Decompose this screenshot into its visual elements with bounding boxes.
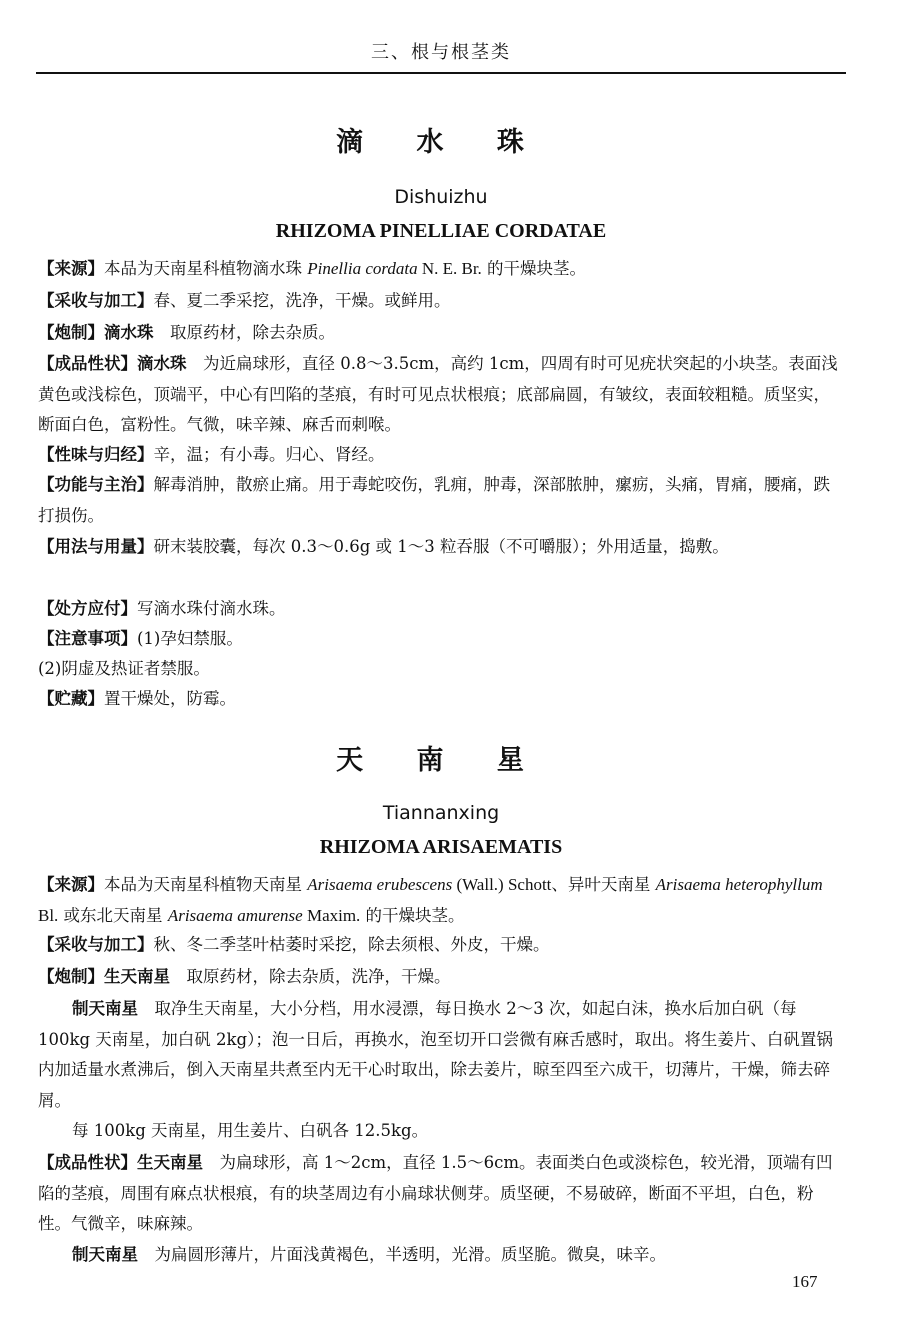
species-name: Arisaema erubescens <box>307 875 453 894</box>
entry1-storage: 【贮藏】置干燥处，防霉。 <box>38 689 236 708</box>
label-characteristics: 【成品性状】 <box>38 354 137 373</box>
page-number: 167 <box>792 1272 818 1291</box>
label-usage: 【用法与用量】 <box>38 537 154 556</box>
entry1-caution-2: (2)阴虚及热证者禁服。 <box>38 659 210 678</box>
species-name: Arisaema heterophyllum <box>655 875 823 894</box>
entry1-function: 【功能与主治】解毒消肿，散瘀止痛。用于毒蛇咬伤，乳痈，肿毒，深部脓肿，瘰疬，头痛，胃痛，腰痛，跌打损伤。 <box>38 475 830 525</box>
header-rule <box>36 72 846 74</box>
entry1-latin-name: RHIZOMA PINELLIAE CORDATAE <box>275 220 607 242</box>
entry1-harvest: 【采收与加工】春、夏二季采挖，洗净，干燥。或鲜用。 <box>38 291 451 310</box>
label-nature: 【性味与归经】 <box>38 445 154 464</box>
label-source: 【来源】 <box>38 259 104 278</box>
entry1-title: 滴 水 珠 <box>336 127 546 158</box>
entry1-caution: 【注意事项】(1)孕妇禁服。 <box>38 629 243 648</box>
entry1-process: 【炮制】滴水珠 取原药材，除去杂质。 <box>38 323 335 342</box>
label-caution: 【注意事项】 <box>38 629 137 648</box>
label-characteristics: 【成品性状】 <box>38 1153 137 1172</box>
label-function: 【功能与主治】 <box>38 475 154 494</box>
entry1-source: 【来源】本品为天南星科植物滴水珠 Pinellia cordata N. E. Br. 的干燥块茎。 <box>38 259 587 278</box>
species-name: Pinellia cordata <box>307 259 418 278</box>
entry2-processed: 制天南星 取净生天南星，大小分档，用水浸漂，每日换水 2～3 次，如起白沫，换水后加白矾（每 100kg 天南星，加白矾 2kg）；泡一日后，再换水，泡至切开口尝微有麻舌感时，取出。将生姜片、白矾置锅内加适量水煮沸后，倒入天南星共煮至内无干心时取出，除去姜片，晾至四至六成干，切薄片，干燥，筛去碎屑。 <box>38 999 833 1110</box>
entry2-source: 【来源】本品为天南星科植物天南星 Arisaema erubescens (Wall.) Schott、异叶天南星 Arisaema heterophyllum Bl. 或东北天南星 Arisaema amurense Maxim. 的干燥块茎。 <box>38 875 823 925</box>
label-prescription: 【处方应付】 <box>38 599 137 618</box>
entry1-pinyin: Dishuizhu <box>394 186 488 208</box>
label-process: 【炮制】 <box>38 967 104 986</box>
entry1-usage: 【用法与用量】研末装胶囊，每次 0.3～0.6g 或 1～3 粒吞服（不可嚼服）；外用适量，捣敷。 <box>38 537 729 556</box>
entry2-characteristics-processed: 制天南星 为扁圆形薄片，片面浅黄褐色，半透明，光滑。质坚脆。微臭，味辛。 <box>72 1245 666 1264</box>
entry2-latin-name: RHIZOMA ARISAEMATIS <box>319 836 563 858</box>
label-harvest: 【采收与加工】 <box>38 291 154 310</box>
entry2-processed-ratio: 每 100kg 天南星，用生姜片、白矾各 12.5kg。 <box>72 1121 429 1140</box>
entry1-prescription: 【处方应付】写滴水珠付滴水珠。 <box>38 599 286 618</box>
label-source: 【来源】 <box>38 875 104 894</box>
entry2-characteristics: 【成品性状】生天南星 为扁球形，高 1～2cm，直径 1.5～6cm。表面类白色或淡棕色，较光滑，顶端有凹陷的茎痕，周围有麻点状根痕，有的块茎周边有小扁球状侧芽。质坚硬，不易破碎，断面不平坦，白色，粉性。气微辛，味麻辣。 <box>38 1153 833 1233</box>
label-process: 【炮制】 <box>38 323 104 342</box>
entry2-title: 天 南 星 <box>336 745 546 776</box>
entry2-harvest: 【采收与加工】秋、冬二季茎叶枯萎时采挖，除去须根、外皮，干燥。 <box>38 935 550 954</box>
running-header: 三、根与根茎类 <box>371 42 511 63</box>
species-name: Arisaema amurense <box>167 905 303 925</box>
label-harvest: 【采收与加工】 <box>38 935 154 954</box>
label-storage: 【贮藏】 <box>38 689 104 708</box>
entry2-process: 【炮制】生天南星 取原药材，除去杂质，洗净，干燥。 <box>38 967 451 986</box>
entry2-pinyin: Tiannanxing <box>382 802 500 824</box>
entry1-nature: 【性味与归经】辛，温；有小毒。归心、肾经。 <box>38 445 385 464</box>
entry1-characteristics: 【成品性状】滴水珠 为近扁球形，直径 0.8～3.5cm，高约 1cm，四周有时可见疣状突起的小块茎。表面浅黄色或浅棕色，顶端平，中心有凹陷的茎痕，有时可见点状根痕；底部扁圆，有皱纹，表面较粗糙。质坚实，断面白色，富粉性。气微，味辛辣、麻舌而刺喉。 <box>38 354 838 434</box>
